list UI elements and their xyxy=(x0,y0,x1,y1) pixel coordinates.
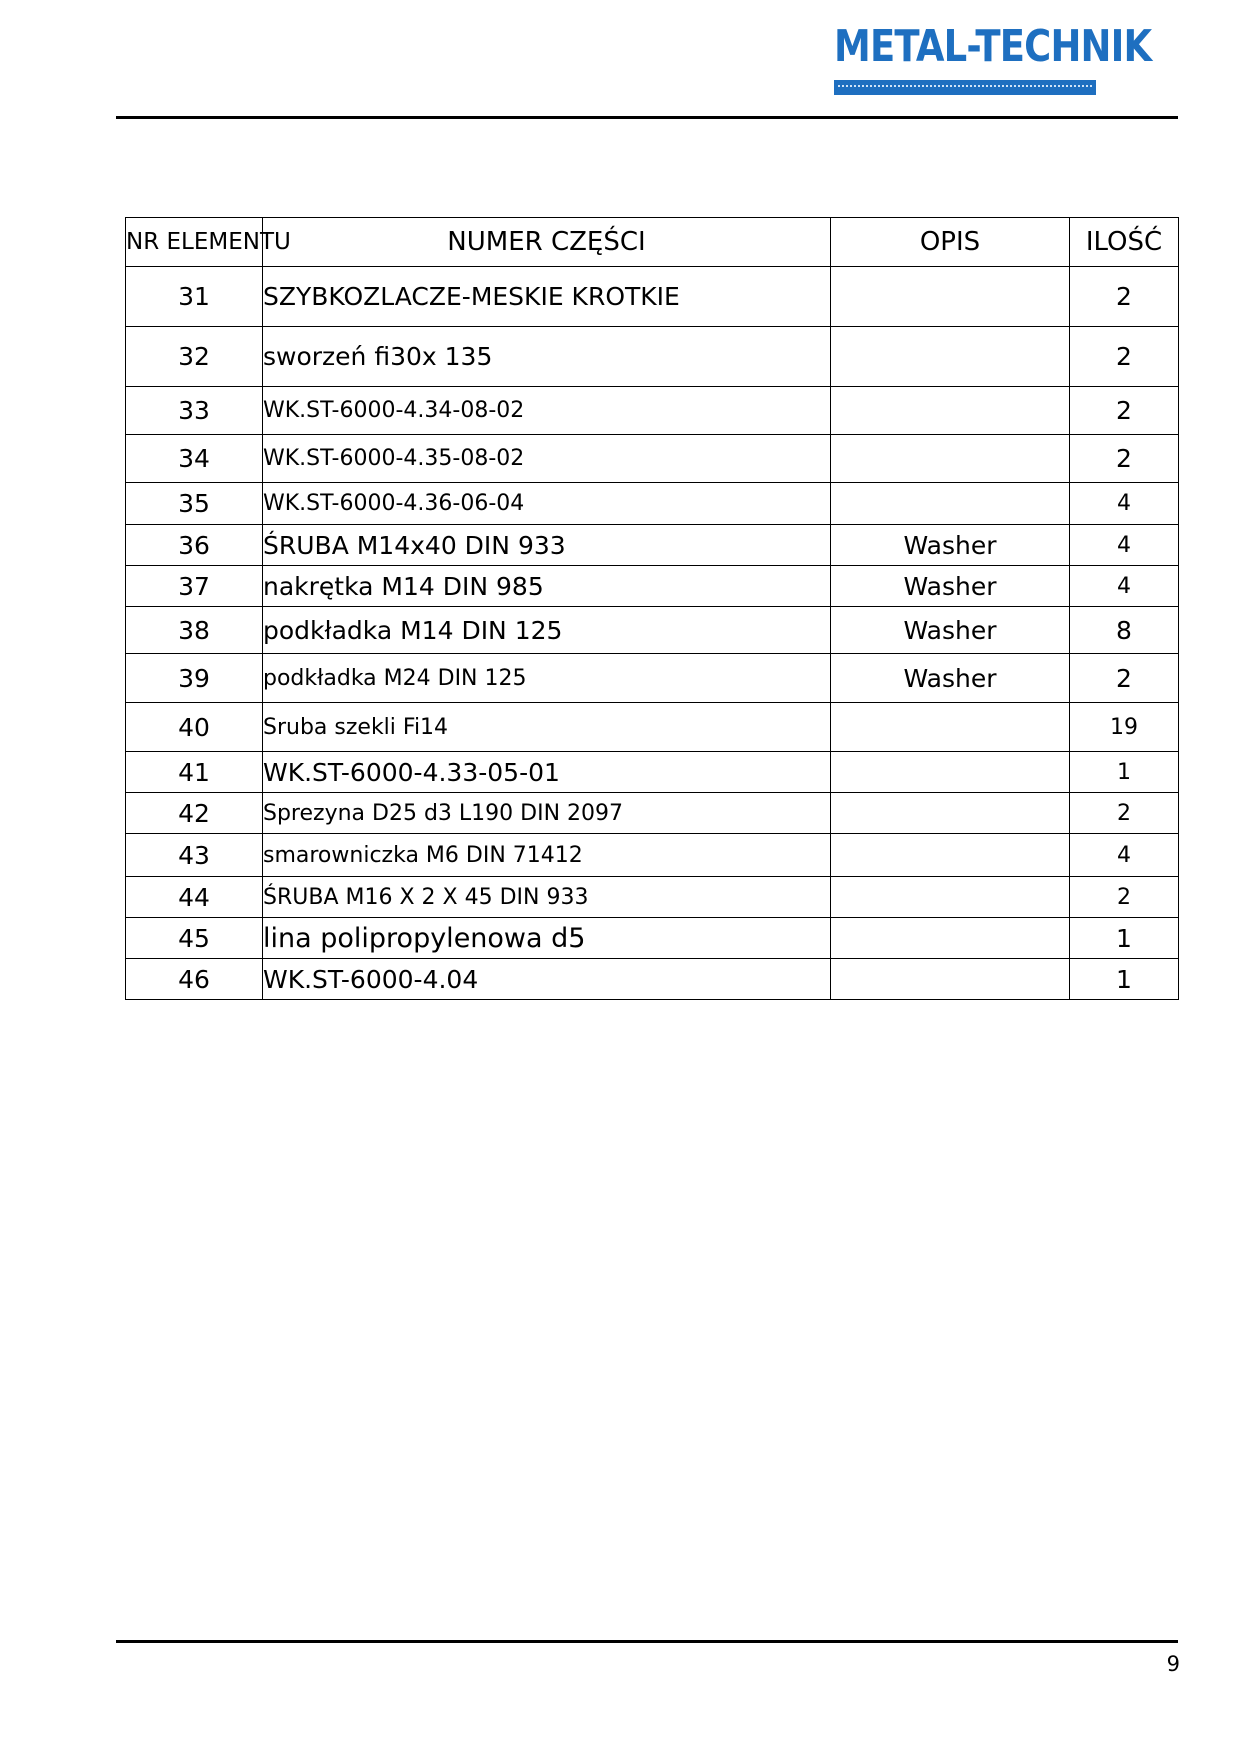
row-desc xyxy=(831,387,1070,435)
row-qty: 2 xyxy=(1070,327,1179,387)
table-row xyxy=(126,959,1179,1000)
row-part: ŚRUBA M14x40 DIN 933 xyxy=(263,525,831,566)
row-nr: 39 xyxy=(126,654,263,703)
table-row xyxy=(126,793,1179,834)
row-nr: 43 xyxy=(126,834,263,877)
row-part: lina polipropylenowa d5 xyxy=(263,918,831,959)
table-row xyxy=(126,703,1179,752)
row-desc xyxy=(831,703,1070,752)
table-row xyxy=(126,327,1179,387)
row-qty: 1 xyxy=(1070,918,1179,959)
row-nr: 33 xyxy=(126,387,263,435)
table-row xyxy=(126,918,1179,959)
row-qty: 2 xyxy=(1070,793,1179,834)
table-row xyxy=(126,752,1179,793)
row-part: smarowniczka M6 DIN 71412 xyxy=(263,834,831,877)
row-desc: Washer xyxy=(831,654,1070,703)
header-rule xyxy=(116,116,1178,119)
row-nr: 46 xyxy=(126,959,263,1000)
table-row xyxy=(126,483,1179,525)
row-nr: 37 xyxy=(126,566,263,607)
table-row xyxy=(126,267,1179,327)
row-desc xyxy=(831,877,1070,918)
row-part: SZYBKOZLACZE-MESKIE KROTKIE xyxy=(263,267,831,327)
row-qty: 2 xyxy=(1070,435,1179,483)
row-part: ŚRUBA M16 X 2 X 45 DIN 933 xyxy=(263,877,831,918)
page-number: 9 xyxy=(1166,1652,1180,1676)
header-quantity: ILOŚĆ xyxy=(1070,218,1179,267)
row-part: Sruba szekli Fi14 xyxy=(263,703,831,752)
header-nr-element: NR ELEMENTU xyxy=(126,218,263,267)
row-qty: 1 xyxy=(1070,752,1179,793)
row-qty: 4 xyxy=(1070,834,1179,877)
row-nr: 45 xyxy=(126,918,263,959)
logo-text: METAL-TECHNIK xyxy=(834,21,1152,72)
table-row xyxy=(126,525,1179,566)
table-row xyxy=(126,834,1179,877)
row-desc xyxy=(831,435,1070,483)
row-nr: 36 xyxy=(126,525,263,566)
row-nr: 31 xyxy=(126,267,263,327)
row-part: nakrętka M14 DIN 985 xyxy=(263,566,831,607)
row-desc xyxy=(831,483,1070,525)
row-qty: 2 xyxy=(1070,387,1179,435)
row-part: podkładka M24 DIN 125 xyxy=(263,654,831,703)
row-part: WK.ST-6000-4.34-08-02 xyxy=(263,387,831,435)
row-nr: 32 xyxy=(126,327,263,387)
row-desc xyxy=(831,959,1070,1000)
header-description: OPIS xyxy=(831,218,1070,267)
row-part: WK.ST-6000-4.33-05-01 xyxy=(263,752,831,793)
row-part: WK.ST-6000-4.36-06-04 xyxy=(263,483,831,525)
row-qty: 1 xyxy=(1070,959,1179,1000)
row-desc xyxy=(831,327,1070,387)
row-desc: Washer xyxy=(831,525,1070,566)
row-qty: 8 xyxy=(1070,607,1179,654)
table-row xyxy=(126,654,1179,703)
row-qty: 4 xyxy=(1070,483,1179,525)
row-part: WK.ST-6000-4.04 xyxy=(263,959,831,1000)
table-row xyxy=(126,566,1179,607)
row-desc xyxy=(831,267,1070,327)
header-part-number: NUMER CZĘŚCI xyxy=(263,218,831,267)
row-nr: 34 xyxy=(126,435,263,483)
row-nr: 42 xyxy=(126,793,263,834)
row-part: sworzeń fi30x 135 xyxy=(263,327,831,387)
row-desc xyxy=(831,752,1070,793)
logo-tagline-bar xyxy=(834,80,1096,95)
row-part: podkładka M14 DIN 125 xyxy=(263,607,831,654)
row-part: Sprezyna D25 d3 L190 DIN 2097 xyxy=(263,793,831,834)
table-row xyxy=(126,607,1179,654)
row-desc xyxy=(831,918,1070,959)
row-qty: 2 xyxy=(1070,267,1179,327)
row-qty: 4 xyxy=(1070,566,1179,607)
row-nr: 41 xyxy=(126,752,263,793)
row-nr: 44 xyxy=(126,877,263,918)
row-nr: 40 xyxy=(126,703,263,752)
row-desc: Washer xyxy=(831,566,1070,607)
row-nr: 38 xyxy=(126,607,263,654)
table-row xyxy=(126,387,1179,435)
row-qty: 2 xyxy=(1070,877,1179,918)
table-header-row xyxy=(126,218,1179,267)
row-desc: Washer xyxy=(831,607,1070,654)
row-qty: 2 xyxy=(1070,654,1179,703)
row-desc xyxy=(831,834,1070,877)
company-logo xyxy=(834,21,1152,104)
footer-rule xyxy=(116,1640,1178,1643)
row-nr: 35 xyxy=(126,483,263,525)
row-part: WK.ST-6000-4.35-08-02 xyxy=(263,435,831,483)
row-desc xyxy=(831,793,1070,834)
row-qty: 4 xyxy=(1070,525,1179,566)
table-row xyxy=(126,877,1179,918)
parts-table xyxy=(125,217,1179,1000)
row-qty: 19 xyxy=(1070,703,1179,752)
table-row xyxy=(126,435,1179,483)
